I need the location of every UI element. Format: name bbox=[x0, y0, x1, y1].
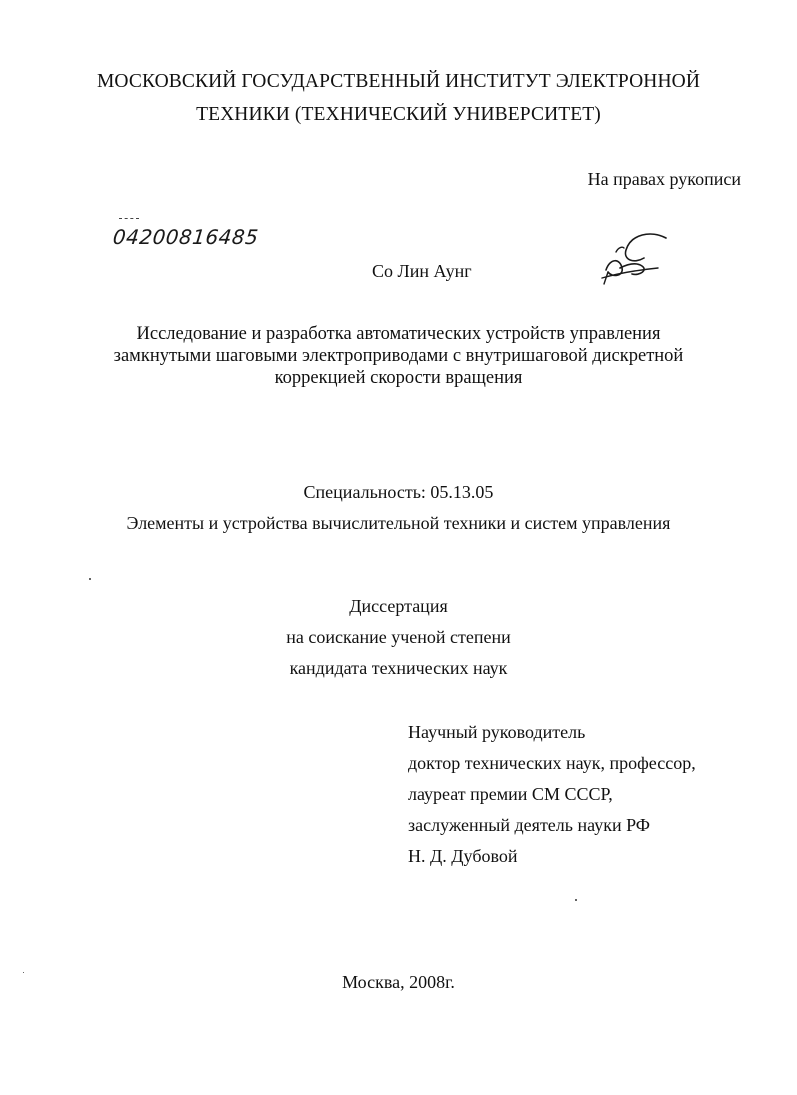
scan-speck bbox=[89, 578, 91, 580]
library-stamp-number: 04200816485 bbox=[111, 225, 260, 249]
city-year: Москва, 2008г. bbox=[342, 972, 455, 992]
institution-line-2: ТЕХНИКИ (ТЕХНИЧЕСКИЙ УНИВЕРСИТЕТ) bbox=[196, 104, 601, 125]
supervisor-line-1: Научный руководитель bbox=[408, 722, 586, 742]
thesis-title-line-1: Исследование и разработка автоматических устройств управления bbox=[136, 324, 661, 344]
author-name: Со Лин Аунг bbox=[372, 261, 472, 281]
scan-speck bbox=[23, 972, 24, 973]
degree-line-2: на соискание ученой степени bbox=[286, 627, 511, 647]
supervisor-line-3: лауреат премии СМ СССР, bbox=[408, 784, 613, 804]
stamp-marks bbox=[119, 218, 139, 223]
supervisor-line-4: заслуженный деятель науки РФ bbox=[408, 815, 650, 835]
specialty-name: Элементы и устройства вычислительной техники и систем управления bbox=[126, 513, 671, 533]
institution-line-1: МОСКОВСКИЙ ГОСУДАРСТВЕННЫЙ ИНСТИТУТ ЭЛЕКТРОННОЙ bbox=[96, 71, 700, 92]
rights-note: На правах рукописи bbox=[587, 169, 741, 189]
signature-image bbox=[596, 228, 668, 290]
supervisor-line-2: доктор технических наук, профессор, bbox=[408, 753, 696, 773]
thesis-title-line-2: замкнутыми шаговыми электроприводами с внутришаговой дискретной bbox=[113, 346, 684, 366]
degree-line-3: кандидата технических наук bbox=[289, 658, 508, 678]
thesis-title-line-3: коррекцией скорости вращения bbox=[274, 368, 523, 388]
scan-speck bbox=[575, 899, 577, 901]
degree-line-1: Диссертация bbox=[349, 596, 448, 616]
specialty-code: Специальность: 05.13.05 bbox=[303, 482, 494, 502]
supervisor-name: Н. Д. Дубовой bbox=[408, 846, 518, 866]
